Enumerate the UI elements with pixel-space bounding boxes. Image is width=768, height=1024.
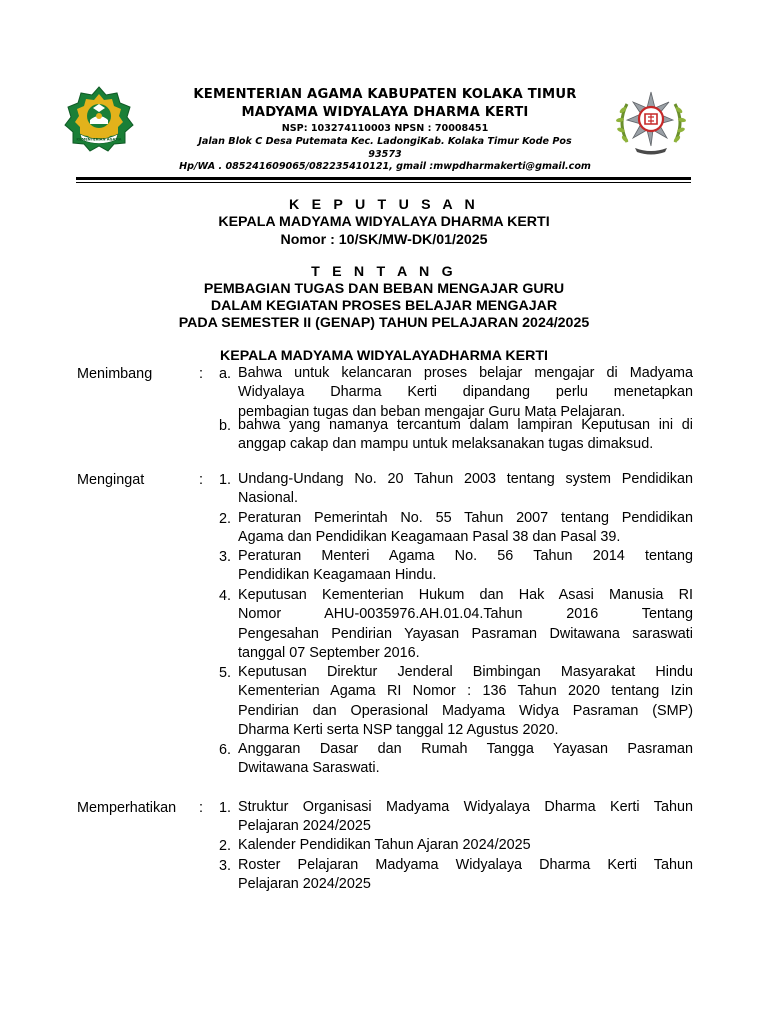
heading-kepala: KEPALA MADYAMA WIDYALAYADHARMA KERTI	[220, 348, 548, 364]
text-line: Struktur Organisasi Madyama Widyalaya Dharma Kerti Tahun	[238, 799, 693, 815]
memperhatikan-marker-3: 3.	[218, 858, 231, 874]
memperhatikan-item-3	[238, 856, 693, 895]
text-line: Pelajaran 2024/2025	[238, 876, 371, 893]
text-line: Kementerian Agama RI Nomor : 136 Tahun 2020 tentang Izin	[238, 683, 693, 700]
mengingat-marker-2: 2.	[218, 511, 231, 527]
memperhatikan-marker-1: 1.	[218, 800, 231, 816]
text-line: Pelajaran 2024/2025	[238, 818, 371, 835]
menimbang-item-a	[238, 364, 693, 422]
mengingat-item-4	[238, 586, 693, 663]
text-line: Keputusan Direktur Jenderal Bimbingan Masyarakat Hindu	[238, 664, 693, 680]
kemenag-logo-text: KEMENTERIAN AGAMA	[76, 137, 122, 142]
mengingat-marker-5: 5.	[218, 665, 231, 681]
text-line: anggap cakap dan mampu untuk melaksanakan tugas dimaksud.	[238, 436, 654, 453]
mengingat-item-5	[238, 663, 693, 740]
text-line: Pendidikan Keagamaan Hindu.	[238, 567, 437, 584]
mengingat-marker-6: 6.	[218, 742, 231, 758]
decision-issuer: KEPALA MADYAMA WIDYALAYA DHARMA KERTI	[218, 214, 550, 230]
text-line: Bahwa untuk kelancaran proses belajar mengajar di Madyama	[238, 365, 693, 381]
memperhatikan-marker-2: 2.	[218, 838, 231, 854]
letterhead-school-name: MADYAMA WIDYALAYA DHARMA KERTI	[241, 105, 529, 120]
memperhatikan-colon: :	[199, 800, 203, 816]
text-line: Nasional.	[238, 490, 298, 507]
subject-line-2: DALAM KEGIATAN PROSES BELAJAR MENGAJAR	[210, 298, 558, 314]
decision-number: Nomor : 10/SK/MW-DK/01/2025	[280, 232, 488, 248]
menimbang-colon: :	[199, 366, 203, 382]
mengingat-item-1	[238, 470, 693, 509]
subject-line-1: PEMBAGIAN TUGAS DAN BEBAN MENGAJAR GURU	[203, 281, 565, 297]
text-line: Dharma Kerti serta NSP tanggal 12 Agustus 2020.	[238, 721, 559, 738]
menimbang-marker-a: a.	[218, 366, 231, 382]
letterhead-ministry: KEMENTERIAN AGAMA KABUPATEN KOLAKA TIMUR	[193, 87, 577, 102]
text-line: pembagian tugas dan beban mengajar Guru Mata Pelajaran.	[238, 403, 626, 420]
menimbang-label: Menimbang	[77, 366, 153, 382]
text-line: Undang-Undang No. 20 Tahun 2003 tentang system Pendidikan	[238, 471, 693, 487]
text-line: tanggal 07 September 2016.	[238, 644, 420, 661]
letterhead-divider-thin	[76, 182, 691, 183]
memperhatikan-item-1	[238, 798, 693, 837]
text-line: Kalender Pendidikan Tahun Ajaran 2024/2025	[238, 837, 531, 853]
decision-title: K E P U T U S A N	[289, 197, 479, 213]
text-line: Nomor AHU-0035976.AH.01.04.Tahun 2016 Tentang	[238, 606, 693, 623]
text-line: Peraturan Menteri Agama No. 56 Tahun 2014 tentang	[238, 548, 693, 564]
subject-line-3: PADA SEMESTER II (GENAP) TAHUN PELAJARAN 2024/2025	[178, 315, 590, 331]
text-line: Widyalaya Dharma Kerti dipandang perlu menetapkan	[238, 384, 693, 401]
letterhead-nsp-npsn: NSP: 103274110003 NPSN : 70008451	[281, 123, 489, 134]
text-line: Keputusan Kementerian Hukum dan Hak Asasi Manusia RI	[238, 587, 693, 603]
letterhead-address: Jalan Blok C Desa Putemata Kec. LadongiKab. Kolaka Timur Kode Pos	[198, 136, 572, 147]
subject-label: T E N T A N G	[311, 264, 457, 280]
mengingat-marker-1: 1.	[218, 472, 231, 488]
letterhead-contact: Hp/WA . 085241609065/082235410121, gmail :mwpdharmakerti@gmail.com	[179, 161, 591, 172]
menimbang-item-b	[238, 416, 693, 455]
text-line: Anggaran Dasar dan Rumah Tangga Yayasan Pasraman	[238, 741, 693, 757]
mengingat-marker-4: 4.	[218, 588, 231, 604]
mengingat-item-2	[238, 509, 693, 548]
letterhead-postal-code: 93573	[368, 149, 402, 160]
memperhatikan-item-2	[238, 836, 693, 855]
letterhead-divider-thick	[76, 177, 691, 180]
mengingat-colon: :	[199, 472, 203, 488]
text-line: Roster Pelajaran Madyama Widyalaya Dharma Kerti Tahun	[238, 857, 693, 873]
memperhatikan-label: Memperhatikan	[77, 800, 177, 816]
text-line: Agama dan Pendidikan Keagamaan Pasal 38 dan Pasal 39.	[238, 529, 621, 546]
text-line: bahwa yang namanya tercantum dalam lampiran Keputusan ini di	[238, 417, 693, 433]
menimbang-marker-b: b.	[218, 418, 231, 434]
text-line: Dwitawana Saraswati.	[238, 760, 380, 777]
text-line: Peraturan Pemerintah No. 55 Tahun 2007 tentang Pendidikan	[238, 510, 693, 526]
text-line: Pengesahan Pendirian Yayasan Pasraman Dwitawana saraswati	[238, 625, 693, 642]
mengingat-item-6	[238, 740, 693, 779]
mengingat-item-3	[238, 547, 693, 586]
text-line: Pendirian dan Operasional Madyama Widya Pasraman (SMP)	[238, 702, 693, 719]
mengingat-label: Mengingat	[77, 472, 145, 488]
mengingat-marker-3: 3.	[218, 549, 231, 565]
